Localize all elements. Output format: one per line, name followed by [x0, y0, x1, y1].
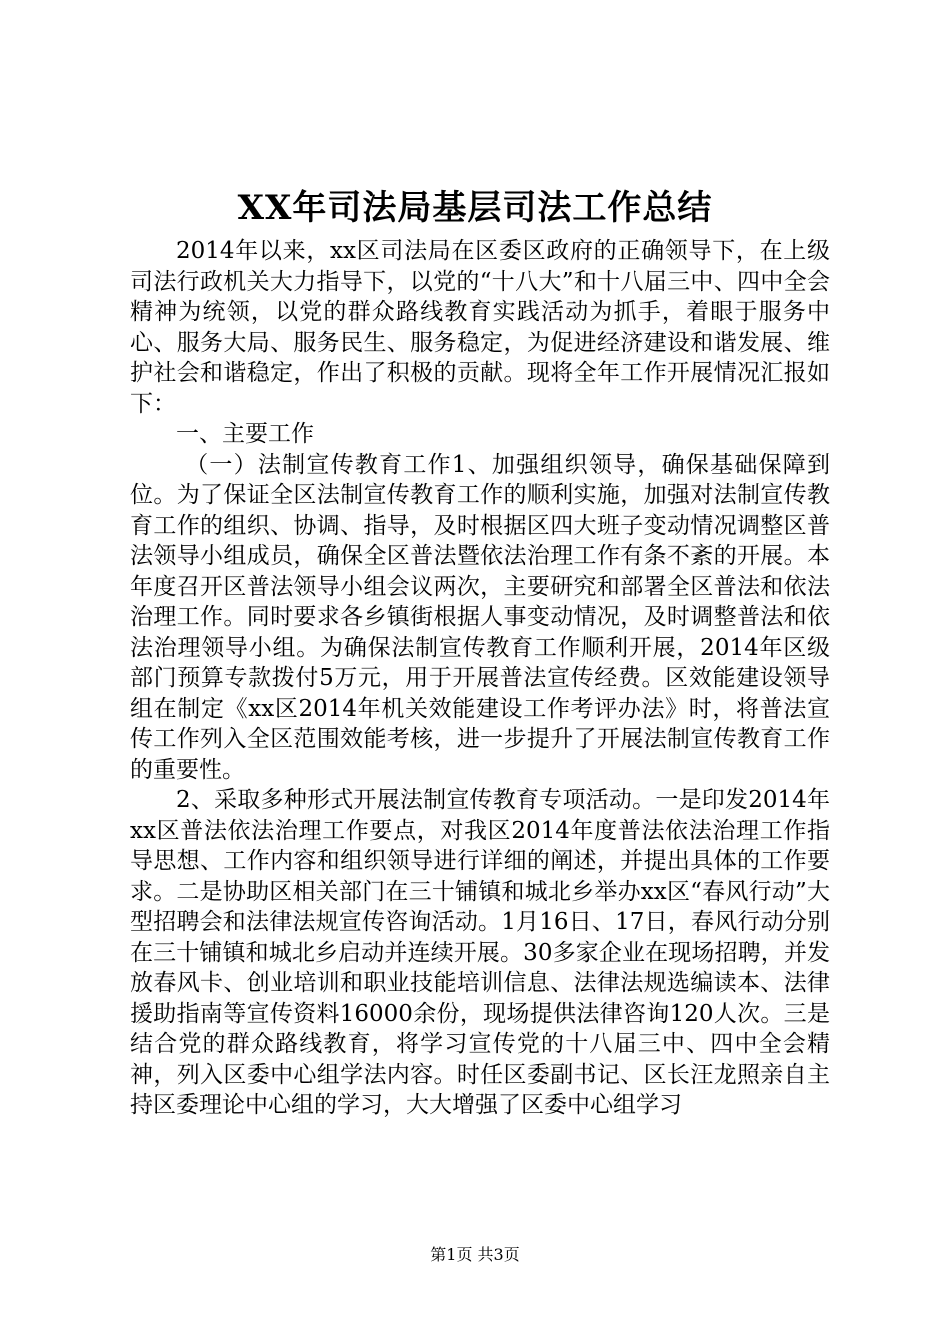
page-number-footer: 第1页 共3页: [430, 1245, 520, 1264]
document-body: [130, 236, 830, 1121]
paragraph-special-activities: 2、采取多种形式开展法制宣传教育专项活动。一是印发2014年xx区普法依法治理工作要点，对我区2014年度普法依法治理工作指导思想、工作内容和组织领导进行详细的阐述，并提出具体的工作要求。二是协助区相关部门在三十铺镇和城北乡举办xx区“春风行动”大型招聘会和法律法规宣传咨询活动。1月16日、17日，春风行动分别在三十铺镇和城北乡启动并连续开展。30多家企业在现场招聘，并发放春风卡、创业培训和职业技能培训信息、法律法规选编读本、法律援助指南等宣传资料16000余份，现场提供法律咨询120人次。三是结合党的群众路线教育，将学习宣传党的十八届三中、四中全会精神，列入区委中心组学法内容。时任区委副书记、区长汪龙照亲自主持区委理论中心组的学习，大大增强了区委中心组学习: [130, 787, 830, 1118]
paragraph-intro: 2014年以来，xx区司法局在区委区政府的正确领导下，在上级司法行政机关大力指导下，以党的“十八大”和十八届三中、四中全会精神为统领，以党的群众路线教育实践活动为抓手，着眼于服务中心、服务大局、服务民生、服务稳定，为促进经济建设和谐发展、维护社会和谐稳定，作出了积极的贡献。现将全年工作开展情况汇报如下：: [130, 238, 830, 417]
paragraph-legal-education: （一）法制宣传教育工作1、加强组织领导，确保基础保障到位。为了保证全区法制宣传教育工作的顺利实施，加强对法制宣传教育工作的组织、协调、指导，及时根据区四大班子变动情况调整区普法领导小组成员，确保全区普法暨依法治理工作有条不紊的开展。本年度召开区普法领导小组会议两次，主要研究和部署全区普法和依法治理工作。同时要求各乡镇街根据人事变动情况，及时调整普法和依法治理领导小组。为确保法制宣传教育工作顺利开展，2014年区级部门预算专款拨付5万元，用于开展普法宣传经费。区效能建设领导组在制定《xx区2014年机关效能建设工作考评办法》时，将普法宣传工作列入全区范围效能考核，进一步提升了开展法制宣传教育工作的重要性。: [130, 451, 830, 783]
section-heading-main-work: 一、主要工作: [176, 421, 314, 447]
document-title: XX年司法局基层司法工作总结: [237, 188, 713, 228]
